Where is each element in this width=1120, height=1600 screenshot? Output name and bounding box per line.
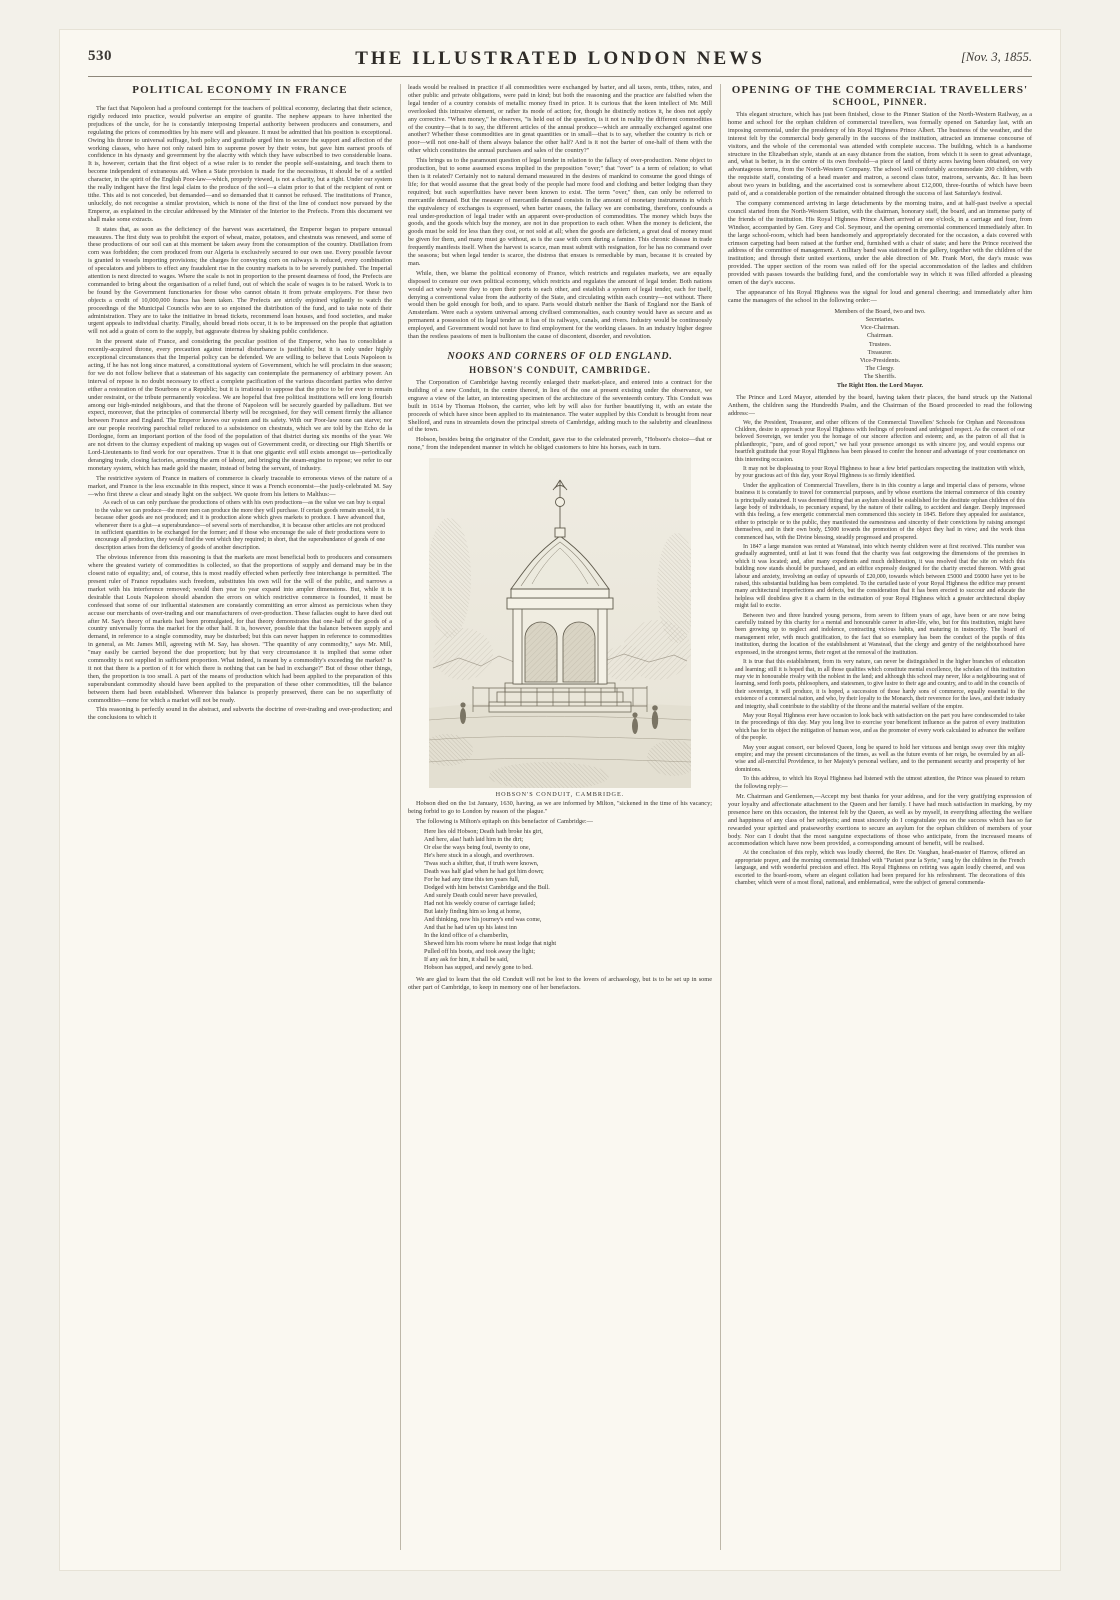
verse-line: And here, alas! hath laid him in the dirt;	[424, 835, 524, 843]
column-two	[408, 84, 712, 1550]
paragraph: This reasoning is perfectly sound in the abstract, and subverts the doctrine of over-trading and over-production; and the conclusions to which it	[88, 706, 392, 722]
paragraph: The company commenced arriving in large detachments by the morning trains, and at half-past twelve a special council started from the North-Western Station, with the chairman, honorary staff, the board, and an immense party of the friends of the institution. His Royal Highness Prince Albert arrived at one o'clock, in a carriage and four, from Windsor, accompanied by Gen. Grey and Col. Seymour, and the opening ceremonial commenced immediately after. In the large school-room, which had been handsomely and appropriately decorated for the occasion, a dais covered with crimson carpeting had been raised at the further end, furnished with a chair of state; and here the Prince received the address of the committee of management. A military band was stationed in the gallery, together with the children of the institution; and through their united exertions, under the able direction of Mr. Frank Mori, the day's music was provided. The upper section of the room was railed off for the special accommodation of the ladies and children provided with passes towards the building fund, and the comfortable way in which it was filled afforded a pleasing omen of the day's success.	[728, 199, 1032, 287]
list-item: Chairman.	[867, 332, 893, 340]
masthead	[88, 48, 1032, 78]
figure-caption: HOBSON'S CONDUIT, CAMBRIDGE.	[495, 791, 625, 799]
publication-title: THE ILLUSTRATED LONDON NEWS	[355, 48, 765, 69]
address-paragraph: To this address, to which his Royal Highness had listened with the utmost attention, the Prince was pleased to return the following reply:—	[735, 776, 1025, 790]
verse-line: In the kind office of a chamberlin,	[424, 931, 509, 939]
paragraph: leads would be realised in practice if all commodities were exchanged by barter, and all taxes, rents, tithes, rates, and other public and private obligations, were paid in kind; but both the reasoning and the practice are falsified when the legal tender of a country consists of metallic money fixed in price. It is curious that the keen intellect of Mr. Mill overlooked this intrusive element, or rather its mode of action; for, though he distinctly notices it, he does not apply any corrective. "When money," he observes, "is held out of the question, is it not in reality the different commodities of the country—that is to say, the different articles of the annual produce—which are annually exchanged against one another? Whether these commodities are in great quantities or in small—that is to say, whether the country is rich or poor—will not one-half of them always balance the other half? And is it not the barter of one-half of them with the other which constitutes the annual purchases and sales of the country?"	[408, 84, 712, 155]
article-subheading-school-pinner: SCHOOL, PINNER.	[832, 97, 928, 107]
verse-line: Here lies old Hobson; Death hath broke his girt,	[424, 827, 543, 835]
engraving-illustration	[429, 458, 691, 788]
verse-line: If any ask for him, it shall be said,	[424, 955, 509, 963]
list-item: The Clergy.	[865, 365, 895, 373]
list-item: The Right Hon. the Lord Mayor.	[836, 381, 924, 389]
address-paragraph: Under the application of Commercial Travellers, there is in this country a large and imperial class of persons, whose business it is constantly to travel for commercial purposes, and by whose exertions the internal commerce of this country is principally sustained. It was deemed fitting that an asylum should be established for the destitute orphan children of this large body of individuals, to pecuniary expand, by the nature of their calling, to accident and danger. Deeply impressed with this feeling, a few energetic commercial men commenced this society in 1845. Before they appealed for assistance, either to principle or to the public, they manifested the earnestness and sincerity of their convictions by raising amongst themselves, and in their own body, £5000 towards the promotion of the object they had in view; and the work thus commenced has, with the Divine blessing, steadily progressed and prospered.	[735, 482, 1025, 541]
paragraph: The restrictive system of France in matters of commerce is clearly traceable to erroneous views of the nature of a market, and France is the less excusable in this respect, since it was a French economist—the justly-celebrated M. Say—who first threw a clear and steady light on the subject. We quote from his letters to Malthus:—	[88, 474, 392, 498]
paragraph: We are glad to learn that the old Conduit will not be lost to the lovers of archaeology, but is to be set up in some other part of Cambridge, to keep in memory one of her benefactors.	[408, 975, 712, 991]
paragraph: It states that, as soon as the deficiency of the harvest was ascertained, the Emperor began to prepare unusual measures. The first duty was to prohibit the export of wheat, maize, potatoes, and chestnuts was renewed, and some of these productions of our soil can at this moment be taken away from the consumption of the country. Distillation from corn was forbidden; the corn produced from our Algeria is exclusively secured to our own use. Every possible favour is granted to vessels importing provisions; the charges for conveying corn on railways is reduced, every combination of speculators and jobbers to effect any fraudulent rise in the country markets is to be severely punished. The Imperial attention is next directed to wages. Where the scale is not in proportion to the present dearness of food, the Prefects are commanded to bring about the organisation of a relief fund, out of which the scale of wages is to be raised. Work is to be found by the Government functionaries for those who cannot obtain it from private employers. For these two objects a credit of 10,000,000 francs has been taken. The Prefects are strictly enjoined vigilantly to watch the proceedings of the Municipal Councils who are to so enjoined the distribution of the fund, and to take note of their administration. They are to take the initiative in bread tickets, recommend loan houses, and food societies, and make urgent appeals to individual charity. Finally, should bread riots occur, it is to be impressed on the people that agitation will not add a grain of corn to the supply, but aggravate distress by shaking public confidence.	[88, 225, 392, 336]
verse-line: But lately finding him so long at home,	[424, 907, 522, 915]
page-number-left: 530	[88, 48, 112, 64]
verse-line: Pulled off his boots, and took away the light;	[424, 947, 536, 955]
paragraph: The following is Milton's epitaph on this benefactor of Cambridge:—	[416, 817, 593, 825]
paragraph: The fact that Napoleon had a profound contempt for the teachers of political economy, declaring that their science, rigidly reduced into practice, would pulverise an empire of granite. The nephew appears to have inherited the prejudices of the uncle, for he is constantly interposing Imperial authority between producers and consumers, and regulating the prices of commodities by his mere will and pleasure. It must be admitted that his position is exceptional. Owing his throne to universal suffrage, both policy and gratitude urged him to secure the support and affection of the working classes, who have not only raised him to supreme power by their votes, but gave him earnest proofs of confidence in his dynasty and government by the alacrity with which they have subscribed to two considerable loans. It is, however, certain that the first object of a wise ruler is to render the people self-sustaining, and teach them to become independent of extraneous aid. When a State provision is made for the necessitous, it should be of a settled character, in the spirit of the English Poor-law—which, properly viewed, is not a charity, but a right. Under our system the really indigent have the first legal claim to the produce of the soil—a claim prior to that of the recipient of rent or tithe. This aid is not conceded, but demanded—and so demanded that it cannot be refused. The institutions of France, unluckily, do not recognise a similar provision, which is none of the first of the line of conduct now pursued by the Emperor, as explained in the circular addressed by the Minister of the Interior to the Prefects. From this document we shall make some extracts.	[88, 105, 392, 223]
subsection-heading-hobsons-conduit: HOBSON'S CONDUIT, CAMBRIDGE.	[469, 365, 651, 375]
verse-line: Death was half glad when he had got him down;	[424, 867, 544, 875]
verse-line: He's here stuck in a slough, and overthrown.	[424, 851, 534, 859]
paragraph: In the present state of France, and considering the peculiar position of the Emperor, who has to consolidate a recently-acquired throne, every precaution against internal disturbance is justifiable; but it is only under highly exceptional circumstances that the Imperial policy can be defended. We are willing to believe that Louis Napoleon is acting, if he has not long since matured, a constitutional system of Government, which he will proclaim in due season; for we do not follow believe that a statesman of his sagacity can contemplate the permanency of arbitrary power. An interval of repose is no doubt necessary to effect a complete pacification of the various discordant parties who derive either a restoration of the Bourbons or a Republic; but it is irrational to suppose that the price to be for ever to remain under restraint, or the tribute permanently voiceless. We are hopeful that free political institutions will ere long flourish among our high-minded neighbours, and that the throne of Napoleon will be securely guarded by palladium. But we expect, moreover, that the principles of commercial liberty will be recognised, for they will cement firmly the alliance between France and England. The Emperor knows our system and its safety. With our Poor-law none can starve; nor are our people receiving parochial relief reduced to a subsistence on chestnuts, which we are told by the Echo de la Dordogne, form an important portion of the food of the population of that district during six months of the year. We are not driven to the clumsy expedient of making up wages out of Government credit, or directing our High Sheriffs or Lord-Lieutenants to find work for our operatives. True it is that one gigantic evil still exists amongst us—periodically deranging trade, closing factories, arresting the arm of labour, and bringing the steam-engine to repose; we refer to our monetary system, which has made gold the master, instead of being the servant, of industry.	[88, 338, 392, 472]
procession-order-list	[728, 308, 1032, 390]
paragraph: While, then, we blame the political economy of France, which restricts and regulates markets, we are equally disposed to censure our own political economy, which restricts and regulates the amount of legal tender. Both nations would act wisely were they to open their ports to each other, and establish a system of legal tender, each for itself, denying a conventional value from the authority of the State, and circulating within each country—not without. There would then be gold enough for both, and to spare. Paris would disturb neither the Bank of England nor the Bank of Amsterdam. Were each a system universal among civilised commonalties, each country would have as secure and as permanent a possession of its legal tender as it has of its railways, canals, and rivers. Industry would be continuously employed, and Government would not have to find employment for the working classes. In an industry higher degree than the restless passions of men is bullionism the cause of discontent, disorder, and revolution.	[408, 269, 712, 341]
list-item: Secretaries.	[865, 315, 895, 323]
address-paragraph: It is true that this establishment, from its very nature, can never be distinguished in the higher branches of education and learning; still it is hoped that, in all those qualities which constitute mental excellence, the scholars of this institution may vie in honourable rivalry with the noblest in the land; and although this school may never, like a neighbouring seat of learning, send forth poets, philosophers, and statesmen, to give lustre to their age and country, and to add in the councils of their sovereign, it will produce, it is hoped, a succession of those hardy sons of commerce, equally essential to the existence of a commercial nation, and who, by their loyalty to the Monarch, their reverence for the laws, and their industry and integrity, shall contribute to the stability of the throne and the material welfare of the empire.	[735, 659, 1025, 710]
address-paragraph: We, the President, Treasurer, and other officers of the Commercial Travellers' Schools for Orphan and Necessitous Children, desire to approach your Royal Highness with feelings of profound and unfeigned respect. As the consort of our beloved Sovereign, we tender you the homage of our sincere affection and esteem; and, as the patron of all that is philanthropic, "pure, and of good report," we hail your presence amongst us with sincere joy, and would express our heartfelt gratitude that your Royal Highness has been pleased to confer the honour and advantage of your countenance on this interesting occasion.	[735, 419, 1025, 463]
paragraph: The Corporation of Cambridge having recently enlarged their market-place, and entered into a contract for the building of a new Conduit, in the centre thereof, in lieu of the one at present existing under the observance, we engrave a view of the latter, an interesting specimen of the architecture of the seventeenth century. This Conduit was built in 1614 by Thomas Hobson, the carrier, who left by will also for further beautifying it, with an estate the proceeds of which have since been applied to its maintenance. The water supplied by this Conduit is brought from near Shelford, and runs in streamlets down the principal streets of Cambridge, adding much to the salubrity and cleanliness of the town.	[408, 379, 712, 434]
verse-line: Hobson has supped, and newly gone to bed.	[424, 963, 533, 971]
figure-hobsons-conduit	[408, 458, 712, 798]
column-one	[88, 84, 392, 1550]
paragraph: This brings us to the paramount question of legal tender in relation to the fallacy of over-production. None object to production, but to some assumed excess implied in the preposition "over;" that "over" is a term of relation; to what then is it related? Certainly not to natural demand measured in the desires of mankind to consume the good things of life; for that would assume that the great body of the people had more food and clothing and better lodging than they required; but such superfluities have never been known to exist. The term "over," then, can only be referred to mercantile demand. But the measure of mercantile demand consists in the amount of monetary instruments in which the equivalency of exchanges is expressed, when barter ceases, the fallacy we are combating, therefore, confounds a real under-production of legal trader with an apparent over-production of commodities. The money which buys the goods, and the goods which buy the money, are not in due proportion to each other. When the money is deficient, the goods must be sold for less than they cost, or not sold at all; when the goods are deficient, a great deal of money must be given for them, and many must go without, as is the case with corn during a famine. This chronic disease in trade frequently manifests itself. When the harvest is scarce, man must submit with resignation, for he has no command over the seasons; but when legal tender is scarce, the distress that ensues is remediable by man, because it is created by man.	[408, 157, 712, 267]
address-paragraph: May your Royal Highness ever have occasion to look back with satisfaction on the part you have condescended to take in the proceedings of this day. May you long live to exercise your beneficent influence as the patron of every institution which has for its object the mitigation of human woe, and as the promoter of every work calculated to advance the welfare of the people.	[735, 712, 1025, 742]
address-paragraph: May your august consort, our beloved Queen, long be spared to hold her virtuous and benign sway over this mighty empire; and may the present circumstances of the times, as well as the future events of her reign, be overruled by an all-wise and all-merciful Providence, to her Majesty's personal welfare, and to the permanent security and prosperity of her dominions.	[735, 744, 1025, 773]
address-paragraph: It may not be displeasing to your Royal Highness to hear a few brief particulars respecting the institution with which, by your gracious act of this day, your Royal Highness is so firmly identified.	[735, 465, 1025, 480]
list-item: The Sheriffs.	[863, 373, 897, 381]
verse-line: Shewed him his room where he must lodge that night	[424, 939, 557, 947]
verse-line: Dodged with him betwixt Cambridge and the Bull.	[424, 883, 550, 891]
paragraph: The obvious inference from this reasoning is that the markets are most beneficial both to producers and consumers where the greatest variety of commodities is collected, so that the proportions of supply and demand may be in the closest ratio of equality; and, of course, this is most readily effected when perfectly free interchange is permitted. The present ruler of France repudiates such freedom, substitutes his own will for the will of the public, and narrows a market with his interference removed; would then year to year expand into ampler dimensions. But, while it is desirable that Louis Napoleon should abandon the errors on which restrictive commerce is founded, it must be confessed that some of our influential statesmen are constantly committing an error almost as pernicious when they accuse our merchants of over-trading and our manufacturers of over-production. These fallacies ought to have died out after M. Say's theory of markets had been promulgated, for that theory demonstrates that one-half of the goods of a country universally forms the market for the other half. It is, however, possible that the balance between supply and demand, in reference to a single commodity, may be disturbed; but this can never happen in reference to commodities in general, as Mr. James Mill, agreeing with M. Say, has shown. "The quantity of any commodity," says Mr. Mill, "may easily be carried beyond the due proportion; but by that very circumstance it is implied that some other commodity is not supplied in sufficient proportion. What indeed, is meant by a commodity's exceeding the market? Is it not that there is a portion of it for which there is nothing that can be had in exchange?" But of those other things, then, the proportion is too small. A part of the means of production which had been applied to the preparation of this superabundant commodity should have been applied to the preparation of these other commodities, till the balance between them had been established. Wherever this balance is properly preserved, there can be no superfluity of commodities—none for which a market will not be ready.	[88, 554, 392, 704]
paragraph: Hobson, besides being the originator of the Conduit, gave rise to the celebrated proverb, "Hobson's choice—that or none," from the independent manner in which he obliged customers to hire his horses, each in turn.	[408, 436, 712, 452]
paragraph: This elegant structure, which has just been finished, close to the Pinner Station of the North-Western Railway, as a home and school for the orphan children of commercial travellers, was formally opened on Saturday last, with an imposing ceremonial, under the presidency of his Royal Highness Prince Albert. The business of the weather, and the interest felt by the commercial body generally in the success of the institution, attracted an immense concourse of visitors, and the whole of the ceremonial was attended with complete success. The building, which is a handsome structure in the Elizabethan style, stands at an easy distance from the station, from which it is seen to great advantage, and, what is better, is in the centre of its own freehold—a piece of land of thirty acres having been obtained, on very advantageous terms, from the North-Western Company. The school will comfortably accommodate 200 children, with the requisite staff, consisting of a head master and matron, a second class tutor, matrons, servants, &c. It has been about two years in building, and the ascertained cost is somewhere about £12,000, three-fourths of which have been paid of, and a considerable portion of the remainder obtained through the success of last Saturday's festival.	[728, 111, 1032, 198]
paragraph: Mr. Chairman and Gentlemen,—Accept my best thanks for your address, and for the very gratifying expression of your loyalty and affectionate attachment to the Queen and her family. I have had much satisfaction in marking, by my presence here on this occasion, the interest felt by the Queen, as well as by myself, in everything affecting the welfare and happiness of any class of her subjects; and must sincerely do I congratulate you on the success which has so far rewarded your spirited and praiseworthy exertions to secure an asylum for the orphan children of members of your body. Nor can I doubt that the most sanguine expectations of those who anticipate, from the increased means of accommodation which have now been provided, a corresponding amount of benefit, will be realised.	[728, 793, 1032, 848]
list-item: Members of the Board, two and two.	[834, 307, 926, 315]
verse-line: Had not his weekly course of carriage failed;	[424, 899, 536, 907]
list-item: Vice-Chairman.	[860, 324, 900, 332]
verse-line: For he had any time this ten years full,	[424, 875, 520, 883]
reply-paragraph: At the conclusion of this reply, which was loudly cheered, the Rev. Dr. Vaughan, head-master of Harrow, offered an appropriate prayer, and the morning ceremonial finished with "Pariant pour la Syrie," sung by the children in the French language, and with wonderful precision and effect. His Royal Highness on retiring was again loudly cheered, and was escorted to the board-room, where an elegant collation had been prepared for his refreshment. The decorations of this chamber, which were of a most floral, national, and emblematical, were the subject of general commenda-	[735, 850, 1025, 886]
address-paragraph: In 1847 a large mansion was rented at Wanstead, into which twenty children were at first received. This number was gradually augmented, until at last it was found that the charity was fast outgrowing the dimensions of the premises in which it was located; and, after many expedients and much deliberation, it was resolved that the site on which this building now stands should be purchased, and an edifice expressly designed for the charity erected thereon. With great labour and anxiety, involving an outlay of upwards of £20,000, towards which between £5000 and £6000 have yet to be raised, this substantial building has been completed. To the curtailed taste of your Royal Highness the edifice may present many architectural imperfections and defects, but the consideration that it has been erected to succour and educate the helpless will doubtless give it a charm in the estimation of your Royal Highness which a greater architectural display might fail to excite.	[735, 544, 1025, 610]
verse-line: 'Twas such a shifter, that, if truth were known,	[424, 859, 539, 867]
list-item: Trustees.	[868, 340, 892, 348]
verse-block	[408, 828, 712, 972]
verse-line: And thinking, now his journey's end was come,	[424, 915, 542, 923]
newspaper-page	[60, 30, 1060, 1570]
article-heading-commercial-travellers-school: OPENING OF THE COMMERCIAL TRAVELLERS'	[731, 84, 1029, 96]
paragraph: The Prince and Lord Mayor, attended by the board, having taken their places, the band struck up the National Anthem, the children sang the Hundredth Psalm, and the Chairman of the Board proceeded to read the following address:—	[728, 393, 1032, 417]
address-paragraph: Between two and three hundred young persons, from seven to fifteen years of age, have been or are now being carefully trained by this charity for a mental and honourable career in after-life, who, but for this institution, might have been growing up to neglect and indolence, contracting vicious habits, and maturing in insincerity. The board of management refer, with much gratification, to the fact that so exemplary has been the conduct of the pupils of this institution, during the location of the establishment at Wanstead, that the clergy and gentry of the neighbourhood have expressed, in the strongest terms, their regret at the removal of the institution.	[735, 612, 1025, 656]
article-heading-political-economy: POLITICAL ECONOMY IN FRANCE	[132, 84, 348, 96]
verse-line: And that he had ta'en up his latest inn	[424, 923, 517, 931]
verse-line: Or else the ways being foul, twenty to one,	[424, 843, 531, 851]
column-layout	[88, 84, 1032, 1550]
paragraph: The appearance of his Royal Highness was the signal for loud and general cheering; and immediately after him came the managers of the school in the following order:—	[728, 288, 1032, 304]
section-heading-nooks-and-corners: NOOKS AND CORNERS OF OLD ENGLAND.	[447, 351, 673, 362]
heading-rule	[210, 99, 270, 100]
paragraph: Hobson died on the 1st January, 1630, having, as we are informed by Milton, "sickened in the time of his vacancy; being forbid to go to London by reason of the plague."	[408, 800, 712, 816]
list-item: Vice-Presidents.	[859, 356, 901, 364]
verse-line: And surely Death could never have prevailed,	[424, 891, 538, 899]
column-three	[728, 84, 1032, 1550]
list-item: Treasurer.	[867, 348, 893, 356]
issue-date: [Nov. 3, 1855.	[961, 50, 1032, 64]
masthead-rule	[88, 76, 1032, 77]
blockquote-say-letter: As each of us can only purchase the productions of others with his own productions—as the value we can buy is equal to the value we can produce—the more men can produce the more they will purchase. If certain goods remain unsold, it is because other goods are not produced; and it is production alone which gives markets to produce. I have advanced that, whenever there is a glut—a superabundance—of several sorts of merchandise, it is because other articles are not produced in sufficient quantities to be exchanged for the former; and if those who encourage the sale of their productions were to encourage all production, they would find the vent which they required; in short, that the superabundance of goods of one description arises from the deficiency of goods of another description.	[95, 500, 385, 551]
